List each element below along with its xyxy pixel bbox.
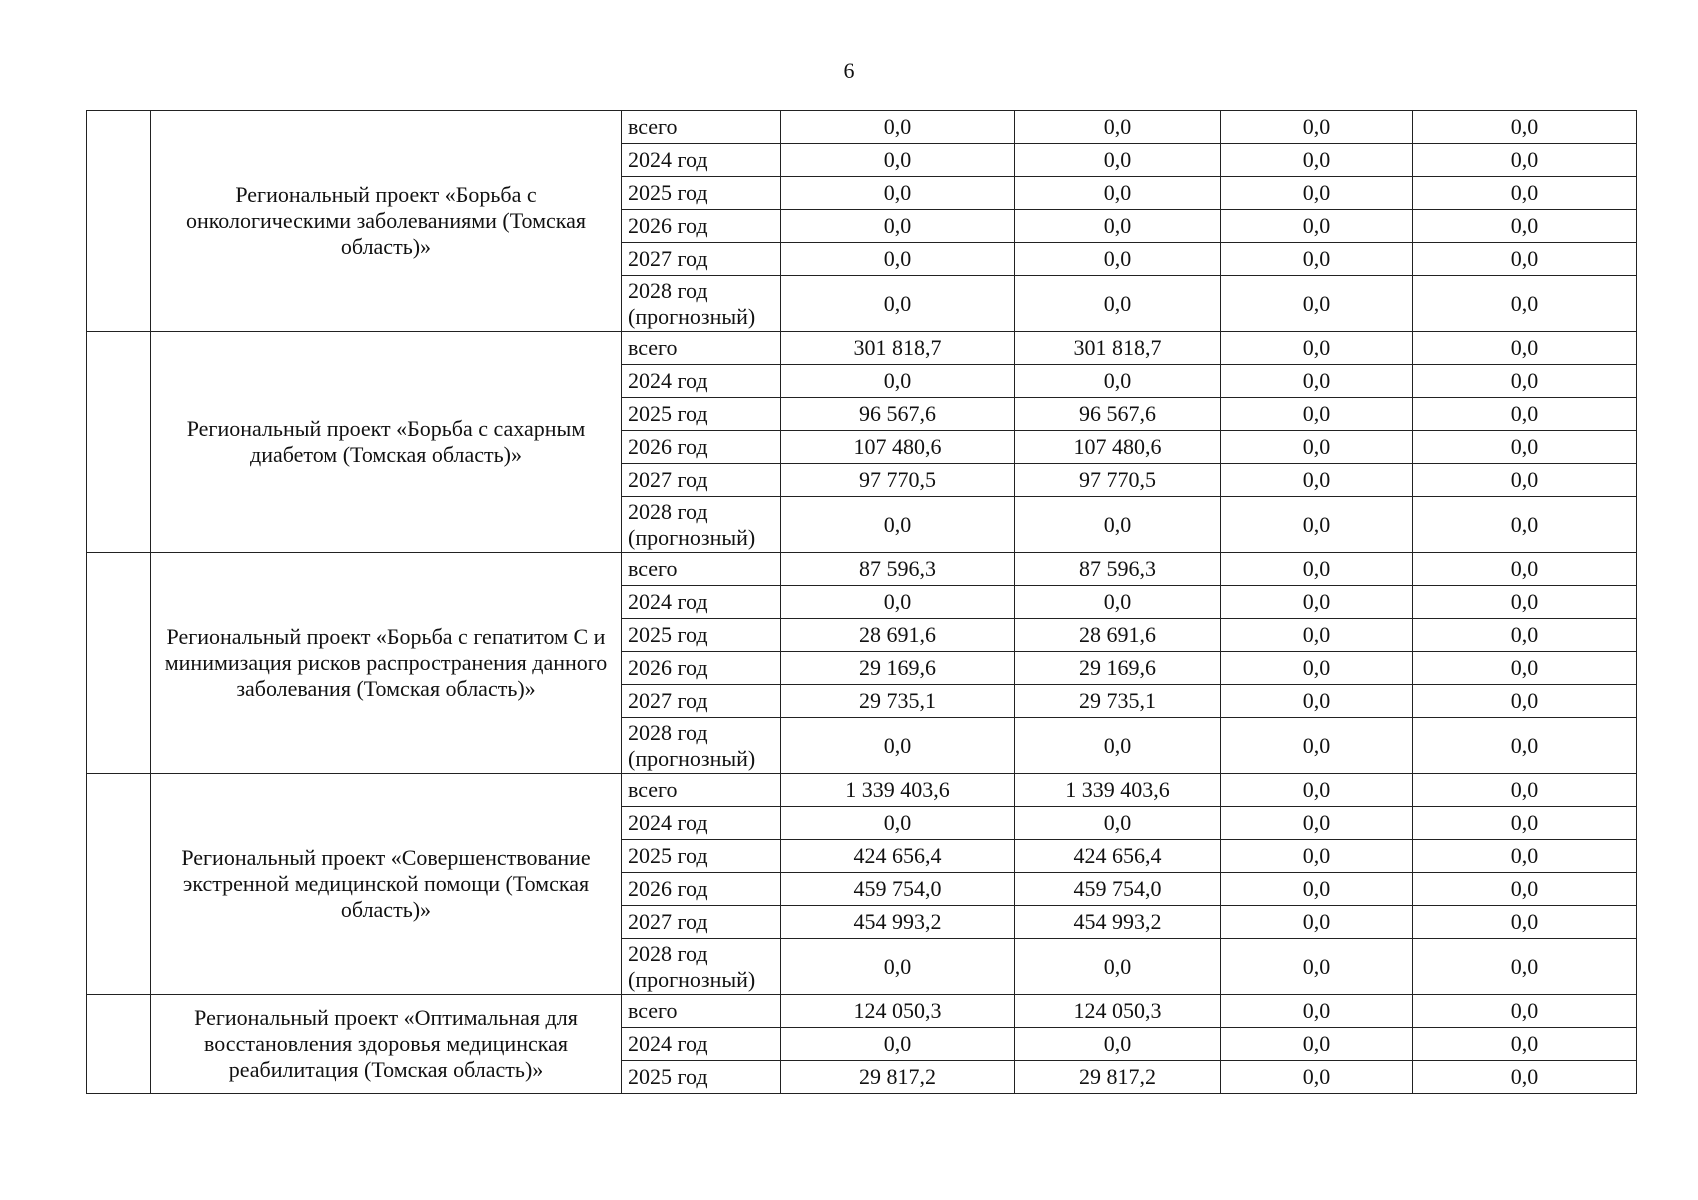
- value-cell: 0,0: [1221, 873, 1413, 906]
- value-cell: 0,0: [1015, 807, 1221, 840]
- value-cell: 0,0: [1221, 398, 1413, 431]
- value-cell: 0,0: [781, 177, 1015, 210]
- value-cell: 0,0: [1221, 774, 1413, 807]
- period-label: 2025 год: [622, 398, 781, 431]
- value-cell: 301 818,7: [781, 332, 1015, 365]
- period-label: 2024 год: [622, 144, 781, 177]
- value-cell: 87 596,3: [1015, 553, 1221, 586]
- value-cell: 454 993,2: [1015, 906, 1221, 939]
- row-number-cell: [87, 995, 151, 1094]
- value-cell: 0,0: [1413, 177, 1637, 210]
- value-cell: 0,0: [1413, 873, 1637, 906]
- value-cell: 0,0: [1413, 652, 1637, 685]
- table-row: [87, 774, 1637, 807]
- table-row: [87, 553, 1637, 586]
- project-name: Региональный проект «Борьба с гепатитом С и минимизация рисков распространения данного заболевания (Томская область)»: [164, 624, 608, 701]
- value-cell: 0,0: [1221, 906, 1413, 939]
- value-cell: 0,0: [1015, 586, 1221, 619]
- period-label: 2026 год: [622, 210, 781, 243]
- value-cell: 0,0: [1015, 718, 1221, 774]
- value-cell: 0,0: [1221, 807, 1413, 840]
- value-cell: 97 770,5: [781, 464, 1015, 497]
- period-label: 2027 год: [622, 464, 781, 497]
- value-cell: 0,0: [1413, 365, 1637, 398]
- value-cell: 0,0: [1221, 177, 1413, 210]
- value-cell: 0,0: [1413, 111, 1637, 144]
- value-cell: 0,0: [1221, 210, 1413, 243]
- value-cell: 0,0: [1221, 586, 1413, 619]
- value-cell: 0,0: [1015, 276, 1221, 332]
- project-name-cell: [151, 111, 622, 332]
- value-cell: 0,0: [1221, 718, 1413, 774]
- value-cell: 424 656,4: [1015, 840, 1221, 873]
- value-cell: 29 169,6: [781, 652, 1015, 685]
- value-cell: 0,0: [1413, 906, 1637, 939]
- value-cell: 459 754,0: [781, 873, 1015, 906]
- project-name-cell: [151, 995, 622, 1094]
- value-cell: 0,0: [1413, 553, 1637, 586]
- value-cell: 0,0: [1015, 177, 1221, 210]
- period-label: 2024 год: [622, 807, 781, 840]
- value-cell: 1 339 403,6: [1015, 774, 1221, 807]
- period-label: 2025 год: [622, 619, 781, 652]
- period-label: 2024 год: [622, 365, 781, 398]
- period-label: 2024 год: [622, 1028, 781, 1061]
- period-label: 2025 год: [622, 1061, 781, 1094]
- value-cell: 0,0: [1221, 243, 1413, 276]
- period-label: 2026 год: [622, 652, 781, 685]
- value-cell: 0,0: [1221, 497, 1413, 553]
- value-cell: 0,0: [1413, 497, 1637, 553]
- period-label: 2027 год: [622, 243, 781, 276]
- value-cell: 0,0: [1221, 840, 1413, 873]
- period-label: 2028 год (прогнозный): [622, 718, 781, 774]
- value-cell: 28 691,6: [781, 619, 1015, 652]
- value-cell: 0,0: [1221, 685, 1413, 718]
- value-cell: 0,0: [1413, 586, 1637, 619]
- value-cell: 0,0: [1015, 111, 1221, 144]
- value-cell: 124 050,3: [1015, 995, 1221, 1028]
- value-cell: 0,0: [1413, 431, 1637, 464]
- project-name-cell: [151, 332, 622, 553]
- value-cell: 0,0: [1221, 332, 1413, 365]
- period-label: всего: [622, 995, 781, 1028]
- value-cell: 0,0: [1413, 464, 1637, 497]
- value-cell: 0,0: [1413, 1028, 1637, 1061]
- table-row: [87, 111, 1637, 144]
- period-label: 2026 год: [622, 431, 781, 464]
- value-cell: 1 339 403,6: [781, 774, 1015, 807]
- value-cell: 96 567,6: [1015, 398, 1221, 431]
- value-cell: 0,0: [1015, 365, 1221, 398]
- project-name: Региональный проект «Борьба с онкологическими заболеваниями (Томская область)»: [185, 182, 587, 259]
- value-cell: 0,0: [1221, 652, 1413, 685]
- value-cell: 0,0: [1413, 939, 1637, 995]
- value-cell: 124 050,3: [781, 995, 1015, 1028]
- period-label: всего: [622, 111, 781, 144]
- budget-table: [86, 110, 1637, 1094]
- value-cell: 301 818,7: [1015, 332, 1221, 365]
- row-number-cell: [87, 332, 151, 553]
- value-cell: 0,0: [781, 210, 1015, 243]
- value-cell: 0,0: [1221, 619, 1413, 652]
- value-cell: 0,0: [1413, 210, 1637, 243]
- value-cell: 0,0: [781, 497, 1015, 553]
- value-cell: 0,0: [1015, 497, 1221, 553]
- project-name-cell: [151, 774, 622, 995]
- value-cell: 29 817,2: [781, 1061, 1015, 1094]
- value-cell: 0,0: [1015, 144, 1221, 177]
- project-name: Региональный проект «Оптимальная для восстановления здоровья медицинская реабилитация (Томская область)»: [194, 1005, 578, 1082]
- period-label: всего: [622, 553, 781, 586]
- row-number-cell: [87, 553, 151, 774]
- value-cell: 0,0: [1015, 243, 1221, 276]
- value-cell: 0,0: [781, 1028, 1015, 1061]
- value-cell: 0,0: [781, 243, 1015, 276]
- period-label: 2026 год: [622, 873, 781, 906]
- value-cell: 454 993,2: [781, 906, 1015, 939]
- period-label: всего: [622, 332, 781, 365]
- period-label: 2028 год (прогнозный): [622, 939, 781, 995]
- budget-table-body: [87, 111, 1637, 1094]
- row-number-cell: [87, 774, 151, 995]
- value-cell: 97 770,5: [1015, 464, 1221, 497]
- value-cell: 0,0: [1221, 111, 1413, 144]
- value-cell: 29 735,1: [1015, 685, 1221, 718]
- value-cell: 0,0: [1221, 144, 1413, 177]
- value-cell: 0,0: [1413, 1061, 1637, 1094]
- value-cell: 0,0: [1221, 276, 1413, 332]
- value-cell: 0,0: [1221, 365, 1413, 398]
- value-cell: 0,0: [1413, 243, 1637, 276]
- value-cell: 0,0: [1413, 619, 1637, 652]
- period-label: 2027 год: [622, 906, 781, 939]
- value-cell: 96 567,6: [781, 398, 1015, 431]
- value-cell: 29 169,6: [1015, 652, 1221, 685]
- value-cell: 0,0: [1413, 332, 1637, 365]
- period-label: 2027 год: [622, 685, 781, 718]
- value-cell: 0,0: [1413, 840, 1637, 873]
- period-label: 2024 год: [622, 586, 781, 619]
- value-cell: 0,0: [781, 144, 1015, 177]
- table-row: [87, 332, 1637, 365]
- value-cell: 29 817,2: [1015, 1061, 1221, 1094]
- period-label: 2025 год: [622, 840, 781, 873]
- value-cell: 0,0: [1221, 431, 1413, 464]
- period-label: 2028 год (прогнозный): [622, 497, 781, 553]
- value-cell: 0,0: [1015, 1028, 1221, 1061]
- value-cell: 0,0: [1413, 718, 1637, 774]
- value-cell: 0,0: [1221, 939, 1413, 995]
- value-cell: 0,0: [781, 586, 1015, 619]
- value-cell: 0,0: [1413, 398, 1637, 431]
- value-cell: 0,0: [781, 718, 1015, 774]
- value-cell: 0,0: [1221, 553, 1413, 586]
- value-cell: 0,0: [1015, 939, 1221, 995]
- value-cell: 0,0: [1413, 995, 1637, 1028]
- value-cell: 0,0: [781, 111, 1015, 144]
- project-name: Региональный проект «Борьба с сахарным диабетом (Томская область)»: [186, 416, 586, 467]
- value-cell: 0,0: [781, 939, 1015, 995]
- value-cell: 28 691,6: [1015, 619, 1221, 652]
- value-cell: 0,0: [1221, 1028, 1413, 1061]
- project-name: Региональный проект «Совершенствование экстренной медицинской помощи (Томская область)»: [181, 845, 591, 922]
- value-cell: 0,0: [1221, 1061, 1413, 1094]
- value-cell: 107 480,6: [781, 431, 1015, 464]
- value-cell: 0,0: [781, 807, 1015, 840]
- page-number: 6: [843, 58, 855, 83]
- value-cell: 459 754,0: [1015, 873, 1221, 906]
- value-cell: 0,0: [1221, 995, 1413, 1028]
- value-cell: 0,0: [781, 276, 1015, 332]
- value-cell: 0,0: [1413, 144, 1637, 177]
- value-cell: 0,0: [781, 365, 1015, 398]
- value-cell: 107 480,6: [1015, 431, 1221, 464]
- period-label: всего: [622, 774, 781, 807]
- value-cell: 87 596,3: [781, 553, 1015, 586]
- period-label: 2025 год: [622, 177, 781, 210]
- project-name-cell: [151, 553, 622, 774]
- value-cell: 0,0: [1413, 276, 1637, 332]
- row-number-cell: [87, 111, 151, 332]
- value-cell: 0,0: [1413, 685, 1637, 718]
- value-cell: 0,0: [1015, 210, 1221, 243]
- period-label: 2028 год (прогнозный): [622, 276, 781, 332]
- table-row: [87, 995, 1637, 1028]
- value-cell: 0,0: [1413, 774, 1637, 807]
- value-cell: 0,0: [1413, 807, 1637, 840]
- value-cell: 0,0: [1221, 464, 1413, 497]
- value-cell: 424 656,4: [781, 840, 1015, 873]
- value-cell: 29 735,1: [781, 685, 1015, 718]
